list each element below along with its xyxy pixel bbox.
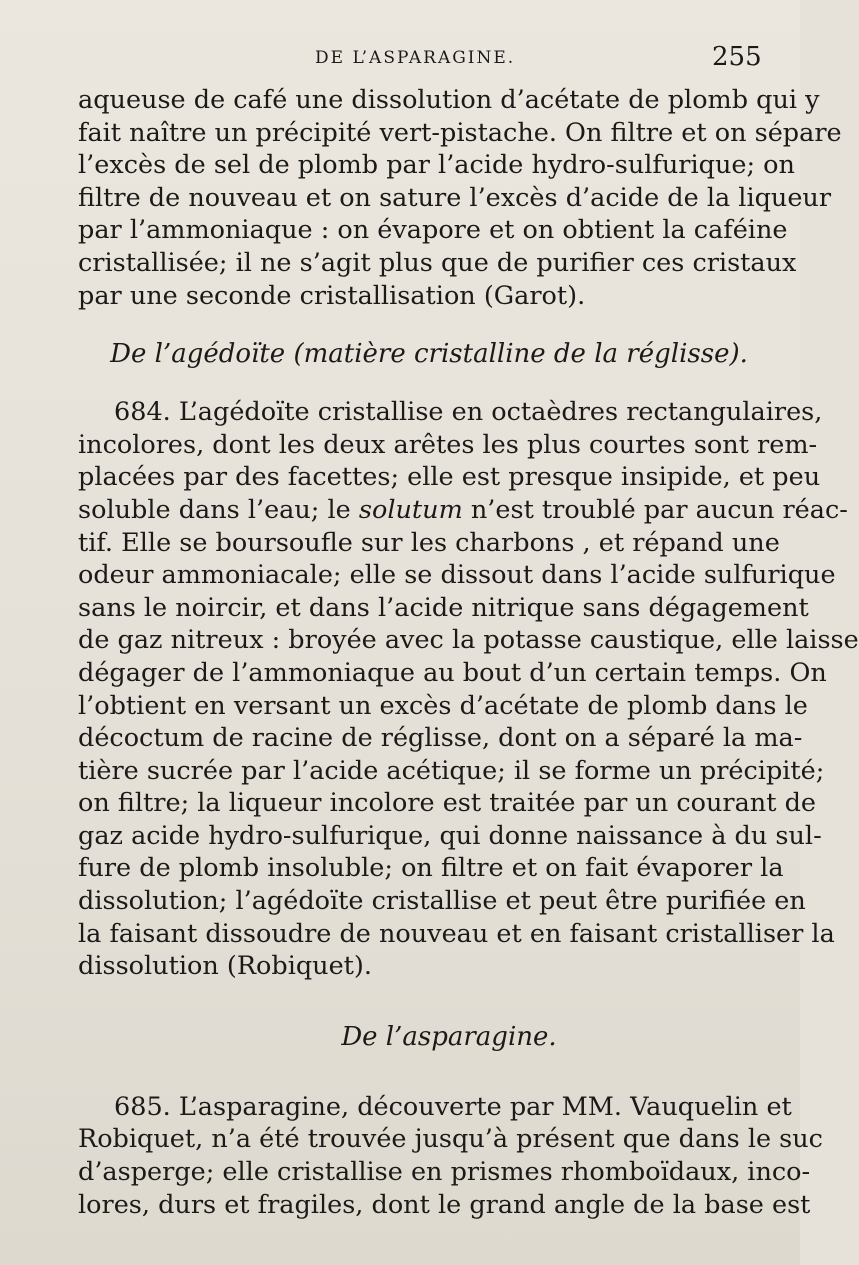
text-line: lores, durs et fragiles, dont le grand angle de la base est	[78, 1189, 811, 1220]
text-line: fait naître un précipité vert-pistache. On filtre et on sépare	[78, 117, 842, 148]
text-line: aqueuse de café une dissolution d’acétate de plomb qui y	[78, 85, 820, 115]
italic-word-solutum: solutum	[358, 494, 463, 525]
text-line: tière sucrée par l’acide acétique; il se forme un précipité;	[78, 755, 825, 786]
paragraph-684	[78, 396, 859, 983]
text-segment: n’est troublé par aucun réac-	[470, 494, 848, 525]
text-line: 685. L’asparagine, découverte par MM. Vauquelin et	[114, 1091, 792, 1122]
body-text	[78, 84, 859, 1221]
text-line: d’asperge; elle cristallise en prismes rhomboïdaux, inco-	[78, 1157, 811, 1188]
text-line: la faisant dissoudre de nouveau et en faisant cristalliser la	[78, 918, 835, 949]
text-line: de gaz nitreux : broyée avec la potasse caustique, elle laisse	[78, 625, 859, 656]
text-line: gaz acide hydro-sulfurique, qui donne naissance à du sul-	[78, 820, 822, 851]
text-line: par une seconde cristallisation (Garot).	[78, 280, 586, 311]
section-heading-agedoite: De l’agédoïte (matière cristalline de la réglisse).	[110, 339, 748, 370]
text-line: tif. Elle se boursoufle sur les charbons , et répand une	[78, 527, 780, 558]
text-line: dégager de l’ammoniaque au bout d’un certain temps. On	[78, 657, 827, 688]
text-line: on filtre; la liqueur incolore est traitée par un courant de	[78, 788, 816, 819]
text-line: odeur ammoniacale; elle se dissout dans l’acide sulfurique	[78, 560, 836, 591]
text-line: placées par des facettes; elle est presque insipide, et peu	[78, 462, 821, 493]
paragraph-cafeine	[78, 84, 842, 312]
text-line: fure de plomb insoluble; on filtre et on fait évaporer la	[78, 853, 784, 884]
text-line: cristallisée; il ne s’agit plus que de purifier ces cristaux	[78, 247, 797, 278]
page-number: 255	[712, 42, 762, 72]
text-line: incolores, dont les deux arêtes les plus courtes sont rem-	[78, 429, 818, 460]
text-line-with-italic	[78, 494, 848, 527]
running-head: DE L’ASPARAGINE.	[315, 48, 516, 68]
text-line: 684. L’agédoïte cristallise en octaèdres rectangulaires,	[114, 397, 823, 428]
text-line: l’obtient en versant un excès d’acétate de plomb dans le	[78, 690, 808, 721]
text-line: Robiquet, n’a été trouvée jusqu’à présent que dans le suc	[78, 1124, 823, 1155]
text-segment: soluble dans l’eau; le	[78, 494, 351, 525]
text-line: décoctum de racine de réglisse, dont on a séparé la ma-	[78, 723, 803, 754]
paragraph-685	[78, 1091, 823, 1221]
text-line: sans le noircir, et dans l’acide nitrique sans dégagement	[78, 592, 809, 623]
text-line: dissolution; l’agédoïte cristallise et peut être purifiée en	[78, 886, 806, 917]
section-heading-asparagine: De l’asparagine.	[341, 1021, 557, 1052]
text-line: l’excès de sel de plomb par l’acide hydro-sulfurique; on	[78, 150, 795, 181]
text-line: par l’ammoniaque : on évapore et on obtient la caféine	[78, 215, 788, 246]
text-line: filtre de nouveau et on sature l’excès d’acide de la liqueur	[78, 182, 832, 213]
text-line: dissolution (Robiquet).	[78, 951, 372, 982]
page-header	[0, 42, 800, 78]
